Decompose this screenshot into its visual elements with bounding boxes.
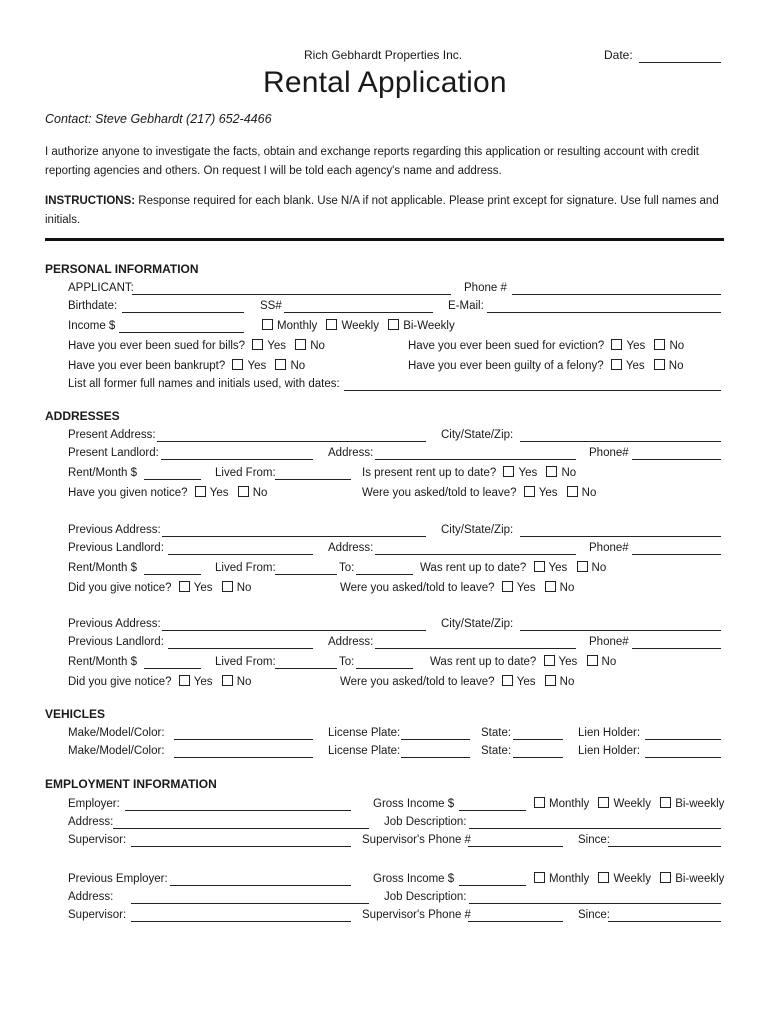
present-landlord-field[interactable] — [161, 459, 313, 460]
present-address-label: Present Address: — [68, 429, 156, 441]
previous-landlord-2-address-field[interactable] — [375, 648, 576, 649]
emp1-weekly-checkbox[interactable] — [598, 797, 609, 808]
gross-income-2-field[interactable] — [459, 885, 526, 886]
previous-rent-1-label: Rent/Month $ — [68, 562, 138, 574]
no-label: No — [290, 360, 306, 372]
gross-income-1-label: Gross Income $ — [373, 798, 455, 810]
previous-to-2-label: To: — [339, 656, 355, 668]
asked-leave-label: Were you asked/told to leave? — [340, 676, 495, 688]
bankrupt-yes-checkbox[interactable] — [232, 359, 243, 370]
no-label: No — [559, 676, 575, 688]
no-label: No — [310, 340, 325, 352]
previous-asked-leave-1-row — [340, 581, 574, 595]
previous-rent-up-1-yes-checkbox[interactable] — [534, 561, 545, 572]
present-landlord-phone-field[interactable] — [632, 459, 721, 460]
present-rent-field[interactable] — [144, 479, 201, 480]
emp1-monthly-checkbox[interactable] — [534, 797, 545, 808]
present-rent-up-yes-checkbox[interactable] — [503, 466, 514, 477]
yes-label: Yes — [193, 582, 213, 594]
no-label: No — [236, 676, 252, 688]
date-field[interactable] — [639, 62, 721, 63]
previous-landlord-1-phone-label: Phone# — [589, 542, 629, 554]
sued-bills-row — [68, 339, 325, 353]
previous-employer-address-field[interactable] — [131, 903, 369, 904]
previous-employer-field[interactable] — [170, 885, 351, 886]
instructions-text — [45, 192, 725, 230]
emp2-weekly-checkbox[interactable] — [598, 872, 609, 883]
job-description-1-label: Job Description: — [384, 816, 467, 828]
sued-eviction-yes-checkbox[interactable] — [611, 339, 622, 350]
asked-leave-label: Were you asked/told to leave? — [340, 582, 495, 594]
vehicle-2-state-field[interactable] — [513, 757, 563, 758]
applicant-field[interactable] — [132, 294, 451, 295]
did-give-notice-label: Did you give notice? — [68, 582, 172, 594]
personal-heading: PERSONAL INFORMATION — [45, 262, 199, 276]
job-description-2-label: Job Description: — [384, 891, 467, 903]
birthdate-field[interactable] — [122, 312, 244, 313]
yes-label: Yes — [558, 656, 578, 668]
yes-label: Yes — [626, 340, 646, 352]
previous-lived-from-1-label: Lived From: — [215, 562, 276, 574]
biweekly-checkbox[interactable] — [388, 319, 399, 330]
was-rent-up-label: Was rent up to date? — [420, 562, 527, 574]
previous-address-2-field[interactable] — [162, 630, 426, 631]
emp2-biweekly-checkbox[interactable] — [660, 872, 671, 883]
felony-yes-checkbox[interactable] — [611, 359, 622, 370]
previous-employer-address-label: Address: — [68, 891, 114, 903]
present-city-label: City/State/Zip: — [441, 429, 514, 441]
supervisor-2-field[interactable] — [131, 921, 351, 922]
vehicle-2-make-field[interactable] — [174, 757, 313, 758]
gross-income-2-label: Gross Income $ — [373, 873, 455, 885]
income-field[interactable] — [119, 332, 244, 333]
previous-asked-leave-2-no-checkbox[interactable] — [545, 675, 556, 686]
no-label: No — [591, 562, 607, 574]
no-label: No — [669, 340, 685, 352]
previous-employer-label: Previous Employer: — [68, 873, 168, 885]
vehicle-1-plate-label: License Plate: — [328, 727, 401, 739]
email-label: E-Mail: — [448, 300, 484, 312]
previous-city-2-label: City/State/Zip: — [441, 618, 514, 630]
weekly-label: Weekly — [613, 798, 651, 810]
previous-asked-leave-2-row — [340, 675, 574, 689]
previous-landlord-2-field[interactable] — [168, 648, 313, 649]
no-label: No — [559, 582, 575, 594]
since-1-field[interactable] — [608, 846, 721, 847]
vehicle-2-lien-field[interactable] — [645, 757, 721, 758]
yes-label: Yes — [548, 562, 568, 574]
ss-label: SS# — [260, 300, 282, 312]
present-rent-up-no-checkbox[interactable] — [546, 466, 557, 477]
present-landlord-phone-label: Phone# — [589, 447, 629, 459]
present-asked-leave-row — [362, 486, 596, 500]
yes-label: Yes — [516, 676, 536, 688]
sued-eviction-label: Have you ever been sued for eviction? — [408, 340, 605, 352]
page-title: Rental Application — [263, 66, 507, 99]
supervisor-1-label: Supervisor: — [68, 834, 127, 846]
felony-no-checkbox[interactable] — [654, 359, 665, 370]
weekly-label: Weekly — [341, 320, 379, 332]
given-notice-row — [68, 486, 267, 500]
sued-bills-yes-checkbox[interactable] — [252, 339, 263, 350]
did-give-notice-2-no-checkbox[interactable] — [222, 675, 233, 686]
sued-bills-no-checkbox[interactable] — [295, 339, 306, 350]
did-give-notice-2-yes-checkbox[interactable] — [179, 675, 190, 686]
vehicle-1-make-label: Make/Model/Color: — [68, 727, 165, 739]
previous-landlord-2-label: Previous Landlord: — [68, 636, 164, 648]
no-label: No — [668, 360, 684, 372]
supervisor-2-label: Supervisor: — [68, 909, 127, 921]
employer-address-label: Address: — [68, 816, 114, 828]
income-frequency-2 — [534, 872, 724, 886]
biweekly-label: Bi-weekly — [675, 798, 725, 810]
no-label: No — [601, 656, 617, 668]
present-asked-leave-yes-checkbox[interactable] — [524, 486, 535, 497]
given-notice-no-checkbox[interactable] — [238, 486, 249, 497]
instructions-body: Response required for each blank. Use N/A if not applicable. Please print except for signature. Use full names and initials. — [45, 195, 719, 226]
previous-landlord-2-phone-field[interactable] — [632, 648, 721, 649]
previous-rent-up-1-no-checkbox[interactable] — [577, 561, 588, 572]
bankrupt-row — [68, 359, 305, 373]
previous-asked-leave-1-no-checkbox[interactable] — [545, 581, 556, 592]
given-notice-label: Have you given notice? — [68, 487, 188, 499]
monthly-label: Monthly — [277, 320, 318, 332]
date-label: Date: — [604, 48, 633, 62]
income-frequency-1 — [534, 797, 724, 811]
former-names-label: List all former full names and initials used, with dates: — [68, 378, 340, 390]
previous-address-1-label: Previous Address: — [68, 524, 161, 536]
felony-label: Have you ever been guilty of a felony? — [408, 360, 604, 372]
employer-field[interactable] — [125, 810, 351, 811]
employment-heading: EMPLOYMENT INFORMATION — [45, 777, 217, 791]
given-notice-yes-checkbox[interactable] — [195, 486, 206, 497]
previous-rent-up-2-no-checkbox[interactable] — [587, 655, 598, 666]
sued-eviction-row — [408, 339, 684, 353]
vehicle-1-state-field[interactable] — [513, 739, 563, 740]
yes-label: Yes — [209, 487, 229, 499]
present-rent-label: Rent/Month $ — [68, 467, 138, 479]
previous-landlord-1-label: Previous Landlord: — [68, 542, 164, 554]
previous-asked-leave-1-yes-checkbox[interactable] — [502, 581, 513, 592]
phone-field[interactable] — [512, 294, 721, 295]
previous-rent-up-2-row — [430, 655, 616, 669]
sued-eviction-no-checkbox[interactable] — [654, 339, 665, 350]
vehicle-1-lien-label: Lien Holder: — [578, 727, 641, 739]
did-give-notice-1-yes-checkbox[interactable] — [179, 581, 190, 592]
previous-landlord-1-phone-field[interactable] — [632, 554, 721, 555]
supervisor-phone-1-label: Supervisor's Phone # — [362, 834, 471, 846]
did-give-notice-1-no-checkbox[interactable] — [222, 581, 233, 592]
previous-lived-from-2-field[interactable] — [275, 668, 337, 669]
yes-label: Yes — [193, 676, 213, 688]
present-city-field[interactable] — [520, 441, 721, 442]
former-names-field[interactable] — [344, 390, 721, 391]
present-landlord-address-label: Address: — [328, 447, 374, 459]
gross-income-1-field[interactable] — [459, 810, 526, 811]
no-label: No — [252, 487, 268, 499]
was-rent-up-label: Was rent up to date? — [430, 656, 537, 668]
since-2-label: Since: — [578, 909, 610, 921]
previous-address-2-label: Previous Address: — [68, 618, 161, 630]
no-label: No — [561, 467, 577, 479]
emp1-biweekly-checkbox[interactable] — [660, 797, 671, 808]
supervisor-phone-1-field[interactable] — [468, 846, 563, 847]
biweekly-label: Bi-Weekly — [403, 320, 455, 332]
birthdate-label: Birthdate: — [68, 300, 118, 312]
previous-city-1-field[interactable] — [520, 536, 721, 537]
addresses-heading: ADDRESSES — [45, 409, 120, 423]
vehicle-2-state-label: State: — [481, 745, 512, 757]
previous-rent-2-label: Rent/Month $ — [68, 656, 138, 668]
vehicle-2-lien-label: Lien Holder: — [578, 745, 641, 757]
did-give-notice-label: Did you give notice? — [68, 676, 172, 688]
present-landlord-address-field[interactable] — [375, 459, 576, 460]
supervisor-phone-2-label: Supervisor's Phone # — [362, 909, 471, 921]
no-label: No — [236, 582, 252, 594]
supervisor-phone-2-field[interactable] — [468, 921, 563, 922]
yes-label: Yes — [267, 340, 287, 352]
instructions-label: INSTRUCTIONS: — [45, 195, 136, 207]
previous-to-2-field[interactable] — [356, 668, 413, 669]
vehicle-1-state-label: State: — [481, 727, 512, 739]
biweekly-label: Bi-weekly — [675, 873, 725, 885]
contact-line: Contact: Steve Gebhardt (217) 652-4466 — [45, 112, 272, 126]
previous-landlord-1-address-label: Address: — [328, 542, 374, 554]
present-asked-leave-no-checkbox[interactable] — [567, 486, 578, 497]
previous-city-1-label: City/State/Zip: — [441, 524, 514, 536]
yes-label: Yes — [516, 582, 536, 594]
vehicle-2-plate-field[interactable] — [401, 757, 470, 758]
previous-rent-up-1-row — [420, 561, 606, 575]
vehicle-2-make-label: Make/Model/Color: — [68, 745, 165, 757]
monthly-label: Monthly — [549, 798, 590, 810]
job-description-1-field[interactable] — [469, 828, 721, 829]
previous-landlord-1-address-field[interactable] — [375, 554, 576, 555]
felony-row — [408, 359, 684, 373]
previous-lived-from-1-field[interactable] — [275, 574, 337, 575]
supervisor-1-field[interactable] — [131, 846, 351, 847]
monthly-checkbox[interactable] — [262, 319, 273, 330]
monthly-label: Monthly — [549, 873, 590, 885]
company-name: Rich Gebhardt Properties Inc. — [304, 48, 463, 62]
previous-to-1-label: To: — [339, 562, 355, 574]
since-2-field[interactable] — [608, 921, 721, 922]
previous-rent-up-2-yes-checkbox[interactable] — [544, 655, 555, 666]
did-give-notice-1-row — [68, 581, 251, 595]
vehicles-heading: VEHICLES — [45, 707, 106, 721]
income-label: Income $ — [68, 320, 116, 332]
yes-label: Yes — [625, 360, 645, 372]
yes-label: Yes — [538, 487, 558, 499]
did-give-notice-2-row — [68, 675, 251, 689]
present-lived-from-field[interactable] — [275, 479, 351, 480]
previous-asked-leave-2-yes-checkbox[interactable] — [502, 675, 513, 686]
income-frequency — [262, 319, 455, 333]
present-rent-up-label: Is present rent up to date? — [362, 467, 497, 479]
previous-city-2-field[interactable] — [520, 630, 721, 631]
since-1-label: Since: — [578, 834, 610, 846]
weekly-checkbox[interactable] — [326, 319, 337, 330]
ss-field[interactable] — [284, 312, 433, 313]
vehicle-1-plate-field[interactable] — [401, 739, 470, 740]
applicant-label: APPLICANT: — [68, 282, 134, 294]
employer-address-field[interactable] — [113, 828, 369, 829]
phone-label: Phone # — [464, 282, 507, 294]
authorization-text: I authorize anyone to investigate the facts, obtain and exchange reports regarding this application or resulting account with credit reporting agencies and others. On request I will be told each agency's name and address. — [45, 146, 699, 177]
bankrupt-label: Have you ever been bankrupt? — [68, 360, 226, 372]
previous-landlord-2-phone-label: Phone# — [589, 636, 629, 648]
weekly-label: Weekly — [613, 873, 651, 885]
previous-lived-from-2-label: Lived From: — [215, 656, 276, 668]
email-field[interactable] — [487, 312, 721, 313]
present-landlord-label: Present Landlord: — [68, 447, 159, 459]
bankrupt-no-checkbox[interactable] — [275, 359, 286, 370]
yes-label: Yes — [247, 360, 267, 372]
section-divider — [45, 238, 724, 241]
vehicle-2-plate-label: License Plate: — [328, 745, 401, 757]
job-description-2-field[interactable] — [469, 903, 721, 904]
yes-label: Yes — [518, 467, 538, 479]
previous-address-1-field[interactable] — [162, 536, 426, 537]
previous-to-1-field[interactable] — [356, 574, 413, 575]
emp2-monthly-checkbox[interactable] — [534, 872, 545, 883]
employer-label: Employer: — [68, 798, 120, 810]
no-label: No — [581, 487, 597, 499]
previous-rent-1-field[interactable] — [144, 574, 201, 575]
present-address-field[interactable] — [157, 441, 426, 442]
present-rent-up-row — [362, 466, 576, 480]
vehicle-1-make-field[interactable] — [174, 739, 313, 740]
previous-landlord-2-address-label: Address: — [328, 636, 374, 648]
sued-bills-label: Have you ever been sued for bills? — [68, 340, 246, 352]
asked-leave-label: Were you asked/told to leave? — [362, 487, 517, 499]
previous-landlord-1-field[interactable] — [168, 554, 313, 555]
vehicle-1-lien-field[interactable] — [645, 739, 721, 740]
previous-rent-2-field[interactable] — [144, 668, 201, 669]
present-lived-from-label: Lived From: — [215, 467, 276, 479]
